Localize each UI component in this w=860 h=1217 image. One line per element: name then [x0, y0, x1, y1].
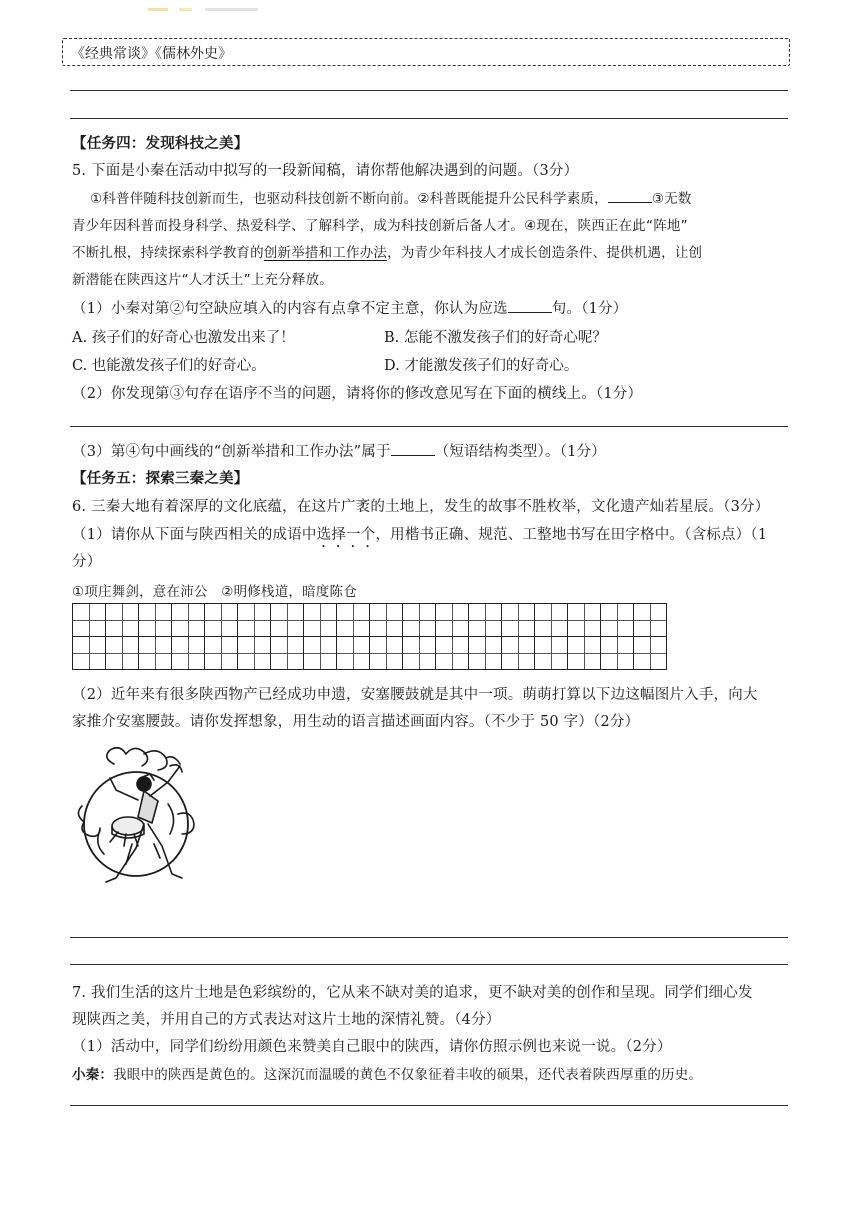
grid-cell[interactable] — [568, 637, 601, 670]
passage-blank[interactable] — [608, 190, 652, 203]
passage-line1-text: ①科普伴随科技创新而生，也驱动科技创新不断向前。②科普既能提升公民科学素质， — [90, 191, 608, 207]
q7-stem-line1: 7. 我们生活的这片土地是色彩缤纷的，它从来不缺对美的追求，更不缺对美的创作和呈现。同学们细心发 — [72, 985, 753, 1001]
grid-cell[interactable] — [304, 637, 337, 670]
answer-line-q6-2[interactable] — [70, 964, 788, 965]
grid-row — [73, 637, 667, 670]
q5-passage-line1 — [90, 187, 692, 207]
q7-sub1: （1）活动中，同学们纷纷用颜色来赞美自己眼中的陕西，请你仿照示例也来说一说。（2分） — [72, 1039, 672, 1055]
q6-sub1-cont: 分） — [72, 554, 102, 570]
waist-drum-dancer-illustration — [74, 744, 204, 894]
book-title-box — [62, 38, 790, 66]
tianzige-grid[interactable] — [72, 603, 667, 670]
grid-cell[interactable] — [403, 604, 436, 637]
grid-cell[interactable] — [271, 604, 304, 637]
grid-cell[interactable] — [601, 637, 634, 670]
q6-sub1 — [72, 523, 767, 551]
grid-cell[interactable] — [436, 604, 469, 637]
grid-cell[interactable] — [337, 637, 370, 670]
grid-cell[interactable] — [238, 637, 271, 670]
grid-cell[interactable] — [601, 604, 634, 637]
grid-cell[interactable] — [634, 604, 667, 637]
grid-cell[interactable] — [469, 604, 502, 637]
grid-cell[interactable] — [304, 604, 337, 637]
q6-stem: 6. 三秦大地有着深厚的文化底蕴，在这片广袤的土地上，发生的故事不胜枚举，文化遗产灿若星辰。（3分） — [72, 499, 770, 515]
grid-cell[interactable] — [139, 604, 172, 637]
q5-stem: 5. 下面是小秦在活动中拟写的一段新闻稿，请你帮他解决遇到的问题。（3分） — [72, 163, 579, 179]
grid-cell[interactable] — [139, 637, 172, 670]
answer-line-2 — [70, 118, 788, 119]
answer-line-q6-1[interactable] — [70, 937, 788, 938]
answer-line-q5-2[interactable] — [70, 426, 788, 427]
option-b[interactable]: B. 怎能不激发孩子们的好奇心呢？ — [384, 330, 607, 346]
answer-line-1 — [70, 90, 788, 91]
q5-sub2: （2）你发现第③句存在语序不当的问题，请将你的修改意见写在下面的横线上。（1分） — [72, 386, 643, 402]
q5-passage-line3 — [72, 241, 702, 261]
example-speaker: 小秦： — [72, 1067, 114, 1083]
q6-sub2-line1: （2）近年来有很多陕西物产已经成功申遗，安塞腰鼓就是其中一项。萌萌打算以下边这幅图片入手，向大 — [72, 687, 758, 703]
grid-cell[interactable] — [535, 604, 568, 637]
q5-sub1-text: （1）小秦对第②句空缺应填入的内容有点拿不定主意，你认为应选 — [72, 301, 508, 317]
q5-sub3-end: （短语结构类型）。（1分） — [434, 444, 606, 460]
grid-cell[interactable] — [469, 637, 502, 670]
book-titles: 《经典常谈》《儒林外史》 — [71, 46, 232, 62]
q5-sub1-end: 句。（1分） — [551, 301, 628, 317]
option-a[interactable]: A. 孩子们的好奇心也激发出来了！ — [72, 330, 295, 346]
q6-sub1-text: （1）请你从下面与陕西相关的成语中 — [72, 527, 317, 543]
option-d[interactable]: D. 才能激发孩子们的好奇心。 — [384, 358, 579, 374]
grid-cell[interactable] — [172, 637, 205, 670]
grid-cell[interactable] — [205, 637, 238, 670]
q6-sub1-end: ，用楷书正确、规范、工整地书写在田字格中。（含标点）（1 — [375, 527, 768, 543]
passage-line3-end: ，为青少年科技人才成长创造条件、提供机遇，让创 — [387, 245, 703, 261]
q7-stem-line2: 现陕西之美，并用自己的方式表达对这片土地的深情礼赞。（4分） — [72, 1012, 501, 1028]
grid-row — [73, 604, 667, 637]
grid-cell[interactable] — [568, 604, 601, 637]
q5-sub3-blank[interactable] — [391, 443, 435, 456]
grid-cell[interactable] — [403, 637, 436, 670]
grid-cell[interactable] — [73, 604, 106, 637]
grid-cell[interactable] — [502, 637, 535, 670]
grid-cell[interactable] — [337, 604, 370, 637]
q5-passage-line2: 青少年因科普而投身科学、热爱科学、了解科学，成为科技创新后备人才。④现在，陕西正在此“阵地” — [72, 218, 688, 234]
q6-sub2-line2: 家推介安塞腰鼓。请你发挥想象，用生动的语言描述画面内容。（不少于 50 字）（2分） — [72, 714, 640, 730]
q5-sub1-blank[interactable] — [508, 300, 552, 313]
grid-cell[interactable] — [106, 637, 139, 670]
q5-sub3 — [72, 440, 606, 461]
underlined-phrase: 创新举措和工作办法 — [263, 245, 388, 261]
task4-heading: 【任务四：发现科技之美】 — [72, 135, 249, 152]
passage-line3-start: 不断扎根，持续探索科学教育的 — [72, 245, 264, 261]
grid-cell[interactable] — [436, 637, 469, 670]
scan-header-marks — [148, 8, 258, 11]
grid-cell[interactable] — [73, 637, 106, 670]
grid-cell[interactable] — [271, 637, 304, 670]
option-c[interactable]: C. 也能激发孩子们的好奇心。 — [72, 358, 266, 374]
grid-cell[interactable] — [238, 604, 271, 637]
grid-cell[interactable] — [106, 604, 139, 637]
emphasized-text: 选择一个 — [316, 527, 376, 543]
grid-cell[interactable] — [634, 637, 667, 670]
example-text: 我眼中的陕西是黄色的。这深沉而温暖的黄色不仅象征着丰收的硕果，还代表着陕西厚重的历史。 — [113, 1067, 703, 1083]
task5-heading: 【任务五：探索三秦之美】 — [72, 470, 249, 487]
grid-cell[interactable] — [205, 604, 238, 637]
q5-sub3-text: （3）第④句中画线的“创新举措和工作办法”属于 — [72, 444, 391, 460]
grid-cell[interactable] — [502, 604, 535, 637]
answer-line-q7[interactable] — [70, 1105, 788, 1106]
grid-cell[interactable] — [370, 637, 403, 670]
passage-line1-end: ③无数 — [651, 191, 692, 207]
grid-cell[interactable] — [370, 604, 403, 637]
grid-cell[interactable] — [535, 637, 568, 670]
q5-passage-line4: 新潜能在陕西这片“人才沃土”上充分释放。 — [72, 272, 333, 288]
idiom-choices: ①项庄舞剑，意在沛公 ②明修栈道，暗度陈仓 — [72, 584, 357, 600]
grid-cell[interactable] — [172, 604, 205, 637]
q7-example — [72, 1063, 702, 1083]
q5-sub1 — [72, 297, 627, 318]
